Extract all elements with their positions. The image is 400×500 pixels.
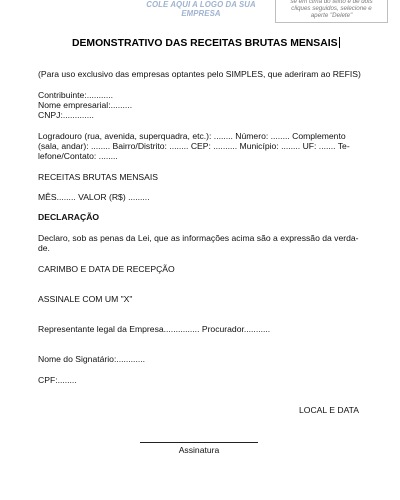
note-line: cliques seguidos, selecione e xyxy=(291,5,372,13)
logo-placeholder: COLE AQUI A LOGO DA SUA EMPRESA xyxy=(146,0,256,18)
intro-text: (Para uso exclusivo das empresas optantes pelo SIMPLES, que aderiram ao REFIS) xyxy=(38,69,361,79)
note-line: aperte "Delete" xyxy=(310,12,353,20)
signature-line xyxy=(140,442,258,443)
local-data-label: LOCAL E DATA xyxy=(299,405,360,415)
assinatura-label: Assinatura xyxy=(178,445,220,455)
note-line: se em cima do texto e dê dois xyxy=(290,0,373,5)
instruction-note xyxy=(275,0,388,23)
carimbo-label: CARIMBO E DATA DE RECEPÇÃO xyxy=(38,264,175,274)
contribuinte-field: Contribuinte:........... xyxy=(38,90,113,100)
declaracao-text-line-1: Declaro, sob as penas da Lei, que as informações acima são a expressão da verda- xyxy=(38,233,359,243)
declaracao-text-line-2: de. xyxy=(38,243,50,253)
endereco-line-3: lefone/Contato: ........ xyxy=(38,151,118,161)
document-title-text: DEMONSTRATIVO DAS RECEITAS BRUTAS MENSAIS xyxy=(72,38,338,49)
representante-field: Representante legal da Empresa............... Procurador........... xyxy=(38,324,271,334)
assinale-label: ASSINALE COM UM "X" xyxy=(38,294,133,304)
mes-valor-field: MÊS........ VALOR (R$) ......... xyxy=(38,192,150,202)
endereco-line-2: (sala, andar): ........ Bairro/Distrito: ........ CEP: .......... Município: ........ UF: ....... Te- xyxy=(38,141,350,151)
nome-signatario-field: Nome do Signatário:............ xyxy=(38,354,145,364)
nome-empresarial-field: Nome empresarial:......... xyxy=(38,100,133,110)
text-cursor xyxy=(339,37,340,48)
declaracao-heading: DECLARAÇÃO xyxy=(38,212,100,222)
receitas-heading: RECEITAS BRUTAS MENSAIS xyxy=(38,172,159,182)
document-title[interactable] xyxy=(72,37,340,49)
endereco-line-1: Logradouro (rua, avenida, superquadra, etc.): ........ Número: ........ Complemento xyxy=(38,131,346,141)
cnpj-field: CNPJ:............. xyxy=(38,110,94,120)
cpf-field: CPF:........ xyxy=(38,375,77,385)
